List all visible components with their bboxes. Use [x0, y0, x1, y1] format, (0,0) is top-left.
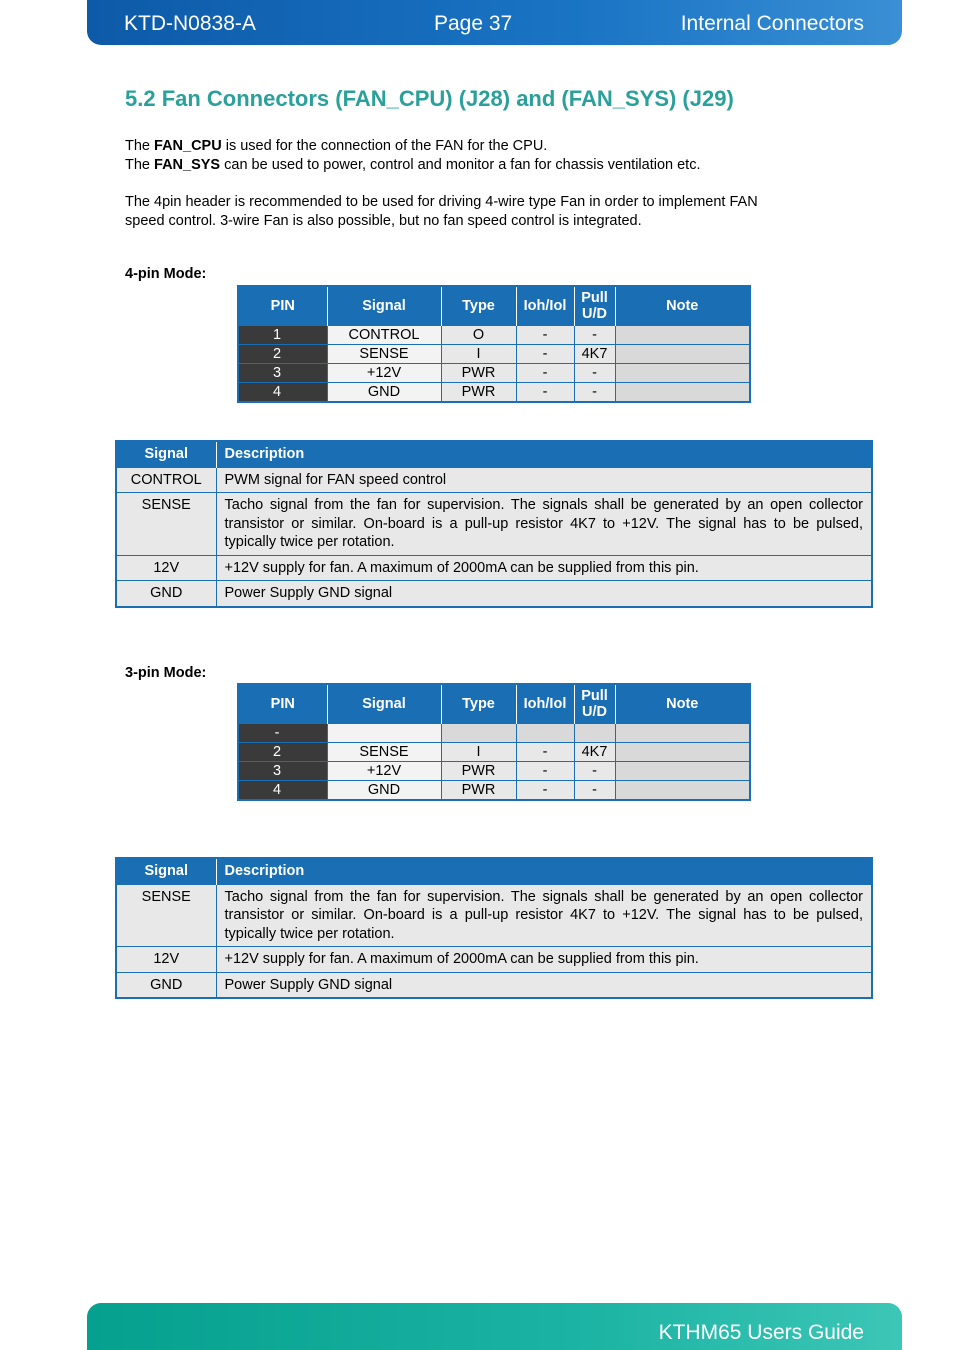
header-recommendation-paragraph: The 4pin header is recommended to be used for driving 4-wire type Fan in order to implement FAN speed control. 3-wire Fan is also possible, but no fan speed control is integrated. [125, 194, 758, 229]
doc-id: KTD-N0838-A [124, 12, 256, 35]
table-row: - [238, 723, 750, 742]
section-title: 5.2 Fan Connectors (FAN_CPU) (J28) and (FAN_SYS) (J29) [125, 86, 734, 111]
table-row: 4 GND PWR - - [238, 781, 750, 800]
col-type: Type [441, 286, 516, 325]
table-row: CONTROL PWM signal for FAN speed control [116, 467, 872, 493]
table-row: 3 +12V PWR - - [238, 364, 750, 383]
three-pin-table [237, 683, 751, 801]
col-note: Note [615, 684, 750, 723]
col-signal: Signal [116, 858, 216, 884]
table-row: SENSE Tacho signal from the fan for supervision. The signals shall be generated by an open collector transistor or similar. On-board is a pull-up resistor 4K7 to +12V. The signal has to be pulsed, typically twice per rotation. [116, 493, 872, 556]
col-pin: PIN [238, 684, 327, 723]
col-signal: Signal [327, 286, 441, 325]
footer-title: KTHM65 Users Guide [658, 1321, 864, 1344]
table-row: 12V +12V supply for fan. A maximum of 2000mA can be supplied from this pin. [116, 555, 872, 581]
table-row: 1 CONTROL O - - [238, 325, 750, 344]
page-footer [87, 1303, 902, 1350]
col-pin: PIN [238, 286, 327, 325]
table-row: 2 SENSE I - 4K7 [238, 742, 750, 761]
header-section: Internal Connectors [680, 12, 864, 35]
page-number: Page 37 [434, 12, 513, 35]
col-type: Type [441, 684, 516, 723]
page-header [87, 0, 902, 45]
four-pin-table [237, 285, 751, 403]
col-signal: Signal [116, 441, 216, 467]
col-signal: Signal [327, 684, 441, 723]
col-ioh: Ioh/Iol [516, 684, 574, 723]
col-note: Note [615, 286, 750, 325]
table-row: 2 SENSE I - 4K7 [238, 344, 750, 363]
col-description: Description [216, 441, 872, 467]
table-row: SENSE Tacho signal from the fan for supervision. The signals shall be generated by an open collector transistor or similar. On-board is a pull-up resistor 4K7 to +12V. The signal has to be pulsed, typically twice per rotation. [116, 884, 872, 947]
intro-paragraph [125, 137, 701, 174]
col-pull: Pull U/D [574, 286, 615, 325]
col-pull: Pull U/D [574, 684, 615, 723]
intro-line-2: The FAN_SYS can be used to power, control and monitor a fan for chassis ventilation etc. [125, 156, 701, 173]
col-ioh: Ioh/Iol [516, 286, 574, 325]
four-pin-description-table [115, 440, 873, 608]
four-pin-label: 4-pin Mode: [125, 266, 207, 282]
table-row: GND Power Supply GND signal [116, 972, 872, 998]
table-row: 12V +12V supply for fan. A maximum of 2000mA can be supplied from this pin. [116, 947, 872, 973]
three-pin-label: 3-pin Mode: [125, 665, 207, 681]
intro-line-1: The FAN_CPU is used for the connection of the FAN for the CPU. [125, 138, 548, 154]
three-pin-description-table [115, 857, 873, 999]
table-row: 3 +12V PWR - - [238, 762, 750, 781]
col-description: Description [216, 858, 872, 884]
table-row: GND Power Supply GND signal [116, 581, 872, 607]
table-row: 4 GND PWR - - [238, 383, 750, 402]
